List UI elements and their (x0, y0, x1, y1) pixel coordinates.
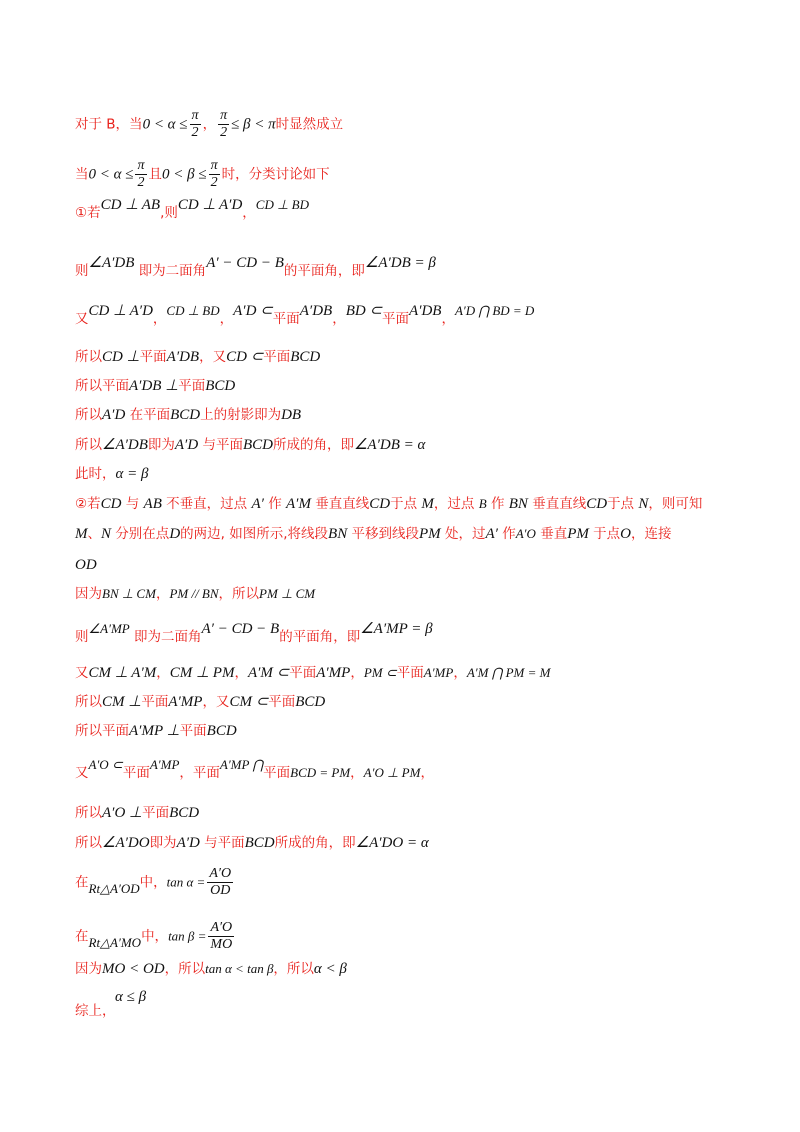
math: CM ⊥ PM (169, 665, 235, 681)
line-conclusion (75, 1002, 116, 1020)
text: 平面 (268, 694, 296, 710)
math: O (620, 526, 632, 542)
math: CM ⊂ (229, 694, 269, 710)
text: 的平面角，即 (283, 263, 365, 279)
line (115, 988, 146, 1006)
text: ，所以 (218, 586, 260, 602)
text: 综上， (75, 1003, 116, 1019)
math: BN (328, 526, 348, 542)
math: A′MP ⊥ (129, 723, 180, 739)
text: 平面 (178, 378, 206, 394)
math: CD ⊥ BD (166, 303, 220, 318)
math: A′O ⊂ (88, 757, 123, 772)
text: 、 (87, 526, 101, 542)
math: α ≤ β (115, 989, 147, 1005)
text: ， (420, 765, 434, 781)
text: ，过点 (433, 496, 475, 512)
text: 所成的角，即 (274, 835, 356, 851)
math: D (169, 526, 181, 542)
line-conditions (75, 158, 330, 191)
text: 所以 (75, 437, 102, 453)
text: 时，分类讨论如下 (221, 166, 330, 183)
text: 所以 (75, 805, 102, 821)
text: 即为 (147, 437, 175, 453)
fraction: $\frac{A'O}{MO}$ (210, 920, 233, 952)
line (75, 585, 315, 603)
text: 在 (75, 874, 89, 891)
math: ∠A′DB (102, 437, 148, 453)
text: 即为二面角 (134, 629, 202, 645)
text: ，所以 (273, 961, 314, 977)
math: A′O (515, 526, 536, 541)
math: A′O ⊥ PM (363, 765, 421, 780)
fraction-pi-over-2: $\frac{\pi}{2}$ (137, 158, 145, 190)
text: ，则可知 (648, 496, 703, 512)
math: ∠A′DO (102, 835, 150, 851)
math: BCD (206, 723, 237, 739)
math: BCD (205, 378, 236, 394)
math: PM (567, 526, 589, 542)
math: PM (419, 526, 441, 542)
text: ， (350, 765, 364, 781)
text: ， (152, 311, 167, 327)
line-case-1 (75, 197, 310, 222)
math: BCD (170, 407, 201, 423)
text: 垂直直线 (315, 496, 370, 512)
text: ， (219, 311, 234, 327)
math: ∠A′DB = β (364, 255, 436, 271)
math: A′ − CD − B (206, 255, 284, 271)
text: 即为二面角 (138, 263, 207, 279)
math: 0 < α ≤ (142, 116, 188, 133)
line (75, 303, 535, 328)
math: BCD (295, 694, 326, 710)
text: 平面 (382, 311, 410, 327)
text: 对于 B，当 (75, 116, 143, 133)
fraction-pi-over-2: $\frac{\pi}{2}$ (191, 108, 199, 140)
text: 则 (75, 629, 89, 645)
math: A′ (251, 496, 264, 512)
text: ， (242, 205, 256, 221)
math: BCD (244, 835, 275, 851)
line (75, 722, 237, 740)
math: A′DB (409, 303, 442, 319)
math: A′DB (166, 349, 200, 365)
fraction-pi-over-2: $\frac{\pi}{2}$ (210, 158, 218, 190)
line (75, 348, 320, 366)
fraction: $\frac{A'O}{OD}$ (209, 866, 232, 898)
text: 垂直 (540, 526, 568, 542)
text: 所以 (75, 407, 102, 423)
text: ， (350, 665, 364, 681)
math: A′D (174, 437, 199, 453)
text: 所以 (75, 349, 102, 365)
text: 当 (75, 166, 89, 183)
text: 所以平面 (75, 378, 129, 394)
line (75, 621, 433, 646)
math: PM ⊂ (363, 665, 397, 680)
math: CD ⊥ BD (255, 197, 310, 212)
math: M (421, 496, 434, 512)
text: 时显然成立 (275, 116, 344, 133)
math: B (478, 496, 487, 511)
math: BCD (242, 437, 273, 453)
text: 此时， (75, 466, 116, 482)
text: 垂直直线 (532, 496, 587, 512)
text: ，平面 (179, 765, 220, 781)
math: BN ⊥ CM (102, 586, 156, 601)
text: 又 (75, 665, 89, 681)
text: 平面 (289, 665, 317, 681)
text: ①若 (75, 205, 101, 221)
text: 的两边, 如图所示,将线段 (180, 526, 329, 542)
line (75, 465, 148, 483)
math: Rt△A′MO (88, 934, 142, 950)
text: 且 (148, 166, 162, 183)
text: 处，过 (444, 526, 486, 542)
text: 与平面 (202, 437, 243, 453)
line (75, 436, 425, 454)
text: 在平面 (129, 407, 171, 423)
math: CD (586, 496, 608, 512)
math: CD ⊥ AB (100, 197, 161, 213)
math: PM ⊥ CM (259, 586, 316, 601)
math: A′DB ⊥ (129, 378, 179, 394)
text: 在 (75, 928, 89, 945)
text: ②若 (75, 496, 101, 512)
math: CD (100, 496, 122, 512)
math: M (75, 526, 88, 542)
text: 分别在点 (115, 526, 170, 542)
math: CD (369, 496, 391, 512)
text: 平面 (263, 349, 291, 365)
math: OD (75, 557, 97, 573)
math: A′MP (316, 665, 351, 681)
text: ， (453, 665, 467, 681)
text: ，又 (199, 349, 227, 365)
text: 于点 (390, 496, 418, 512)
line-case-2 (75, 495, 702, 513)
math: BD ⊂ (345, 303, 383, 319)
line (75, 693, 325, 711)
math: DB (281, 407, 302, 423)
text: ， (234, 665, 248, 681)
math: PM // BN (169, 586, 219, 601)
line (75, 804, 199, 822)
math: A′M (286, 496, 311, 512)
text: 平面 (272, 311, 300, 327)
text: ， (441, 311, 455, 327)
text: 因为 (75, 586, 102, 602)
math: A′O ⊥ (102, 805, 143, 821)
fraction-pi-over-2: $\frac{\pi}{2}$ (220, 108, 228, 140)
text: 平面 (142, 805, 170, 821)
text: ，连接 (631, 526, 672, 542)
line (75, 406, 301, 424)
math: BCD (290, 349, 321, 365)
math: CD ⊥ A′D (88, 303, 153, 319)
math: CM ⊥ A′M (88, 665, 157, 681)
math: A′M ⊂ (247, 665, 290, 681)
line (75, 525, 672, 543)
line (75, 377, 235, 395)
text: 所成的角，即 (272, 437, 354, 453)
math: A′MP (168, 694, 203, 710)
math: tan β = (168, 928, 207, 944)
text: 的平面角，即 (279, 629, 361, 645)
math: ∠A′MP (88, 621, 130, 636)
math: BCD = PM (290, 765, 351, 780)
math: ∠A′MP = β (360, 621, 433, 637)
text: 则 (75, 263, 89, 279)
text: 即为 (149, 835, 177, 851)
line (75, 920, 236, 953)
line (75, 866, 235, 899)
text: 与平面 (204, 835, 245, 851)
math: A′MP (423, 665, 454, 680)
text: 平移到线段 (351, 526, 419, 542)
text: 作 (268, 496, 282, 512)
text: ，所以 (164, 961, 206, 977)
math: α = β (115, 466, 149, 482)
text: 平面 (122, 765, 150, 781)
line (75, 556, 97, 574)
text: ,则 (160, 205, 178, 221)
math: ∠A′DO = α (355, 835, 429, 851)
math: tan α < tan β (205, 961, 274, 976)
math: α < β (313, 961, 347, 977)
math: A′DB (299, 303, 333, 319)
text: 上的射影即为 (200, 407, 282, 423)
text: ，又 (202, 694, 230, 710)
text: 又 (75, 765, 89, 781)
line (75, 255, 436, 280)
math: CM ⊥ (102, 694, 142, 710)
text: 平面 (141, 694, 169, 710)
text: 作 (502, 526, 516, 542)
math: A′MP (149, 757, 180, 772)
text: 平面 (263, 765, 291, 781)
text: 平面 (139, 349, 167, 365)
math: CD ⊥ (102, 349, 140, 365)
math: ≤ β < π (231, 116, 276, 133)
math: ∠A′DB (88, 255, 135, 271)
math: ∠A′DB = α (353, 437, 426, 453)
math: BN (508, 496, 528, 512)
math: N (101, 526, 112, 542)
math: A′M ⋂ PM = M (466, 665, 551, 680)
text: 平面 (396, 665, 424, 681)
text: 不垂直，过点 (166, 496, 248, 512)
line-case-b (75, 108, 343, 141)
math: 0 < β ≤ (162, 166, 207, 183)
math: N (638, 496, 649, 512)
math: AB (143, 496, 162, 512)
text: ， (156, 665, 170, 681)
text: 平面 (179, 723, 207, 739)
math: A′ − CD − B (201, 621, 280, 637)
text: 作 (490, 496, 505, 512)
math: A′D (176, 835, 200, 851)
text: 所以平面 (75, 723, 129, 739)
line (75, 664, 550, 682)
line (75, 960, 347, 978)
text: ， (202, 116, 217, 133)
math: 0 < α ≤ (88, 166, 134, 183)
math: BCD (169, 805, 200, 821)
math: A′ (485, 526, 498, 542)
text: ， (155, 586, 170, 602)
math: MO < OD (102, 961, 165, 977)
text: 又 (75, 311, 89, 327)
math: A′D ⋂ BD = D (454, 303, 535, 318)
text: 于点 (607, 496, 635, 512)
math: A′MP ⋂ (219, 757, 264, 772)
line (75, 757, 434, 782)
text: 中， (141, 928, 169, 945)
math: CD ⊥ A′D (177, 197, 243, 213)
math: CD ⊂ (226, 349, 264, 365)
text: 因为 (75, 961, 102, 977)
text: 中， (139, 874, 167, 891)
line (75, 834, 429, 852)
math: A′D (102, 407, 126, 423)
text: 所以 (75, 835, 102, 851)
math: tan α = (166, 874, 206, 890)
text: 与 (125, 496, 140, 512)
text: 所以 (75, 694, 102, 710)
text: 于点 (593, 526, 621, 542)
math: A′D ⊂ (233, 303, 273, 319)
text: ， (332, 311, 346, 327)
math: Rt△A′OD (88, 880, 140, 896)
